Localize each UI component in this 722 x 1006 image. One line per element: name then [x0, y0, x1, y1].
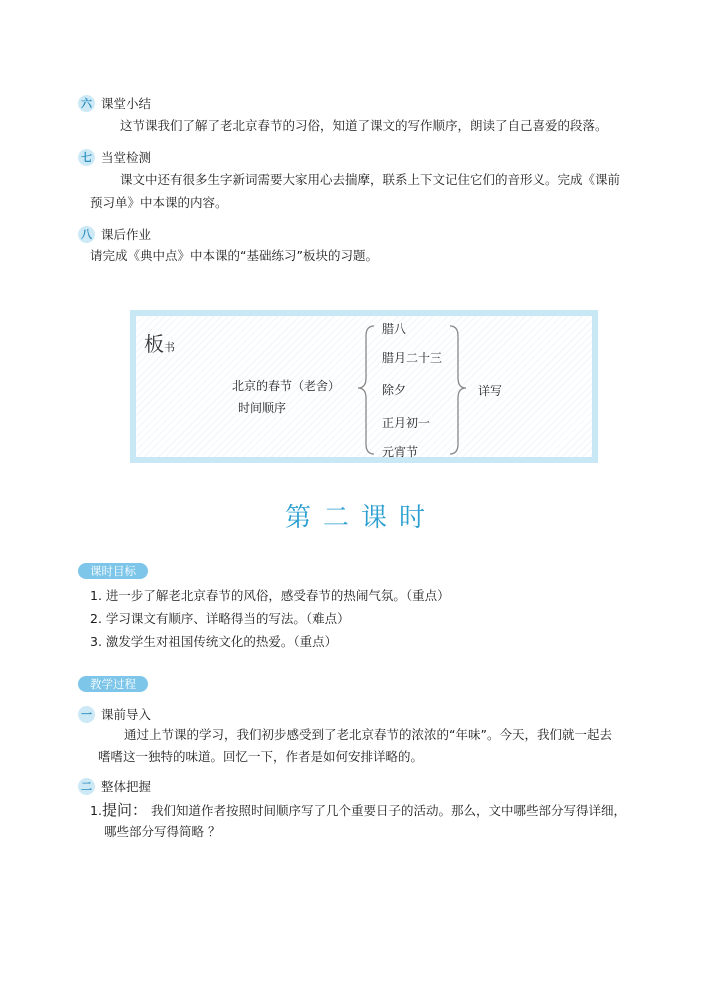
- board-title: 北京的春节（老舍）: [232, 379, 341, 393]
- board-item-4: 正月初一: [382, 416, 431, 430]
- process-1-text-line-2: 嗜嗜这一独特的味道。回忆一下，作者是如何安排详略的。: [98, 749, 424, 764]
- board-right-label: 详写: [478, 384, 503, 398]
- right-brace: [450, 326, 466, 454]
- section-7-text-line-1: 课文中还有很多生字新词需要大家用心去揣摩，联系上下文记住它们的音形义。完成《课前: [120, 172, 621, 187]
- board-item-3: 除夕: [382, 383, 407, 397]
- section-number-badge: 七: [78, 149, 95, 166]
- goal-item-3: 3. 激发学生对祖国传统文化的热爱。（重点）: [90, 634, 338, 649]
- section-number-badge: 一: [78, 706, 95, 723]
- blackboard-inner: [136, 316, 592, 457]
- section-number-badge: 八: [78, 226, 95, 243]
- section-number-badge: 六: [78, 95, 95, 112]
- left-brace: [358, 326, 374, 454]
- blackboard-design: [130, 310, 598, 463]
- lesson-title: 第二课时: [284, 503, 437, 533]
- process-2-header: [78, 777, 151, 795]
- goal-item-2: 2. 学习课文有顺序、详略得当的写法。（难点）: [90, 611, 350, 626]
- section-6-text: 这节课我们了解了老北京春节的习俗，知道了课文的写作顺序，朗读了自己喜爱的段落。: [120, 118, 608, 133]
- section-7-text-line-2: 预习单》中本课的内容。: [90, 195, 228, 210]
- board-item-1: 腊八: [382, 322, 407, 336]
- board-subtitle: 时间顺序: [238, 401, 287, 415]
- process-1-header: [78, 705, 151, 723]
- question-label: 提问：: [101, 801, 147, 819]
- board-braces: [136, 316, 592, 457]
- question-text: 我们知道作者按照时间顺序写了几个重要日子的活动。那么，文中哪些部分写得详细，: [150, 803, 626, 818]
- section-title: 整体把握: [101, 779, 152, 794]
- board-label-big: 板: [144, 332, 164, 356]
- process-pill: 教学过程: [78, 676, 148, 692]
- goal-item-1: 1. 进一步了解老北京春节的风俗，感受春节的热闹气氛。（重点）: [90, 588, 450, 603]
- section-8-header: [78, 225, 151, 243]
- section-7-header: [78, 148, 151, 166]
- question-number: 1.: [90, 803, 102, 818]
- section-title: 课堂小结: [101, 96, 152, 111]
- section-8-text: 请完成《典中点》中本课的“基础练习”板块的习题。: [90, 248, 378, 263]
- process-1-text-line-1: 通过上节课的学习，我们初步感受到了老北京春节的浓浓的“年味”。今天，我们就一起去: [124, 727, 612, 742]
- section-title: 课前导入: [101, 707, 152, 722]
- board-label-small: 书: [164, 341, 175, 354]
- section-title: 课后作业: [101, 227, 152, 242]
- board-item-2: 腊月二十三: [382, 351, 443, 365]
- section-number-badge: 二: [78, 778, 95, 795]
- section-title: 当堂检测: [101, 150, 152, 165]
- goals-pill: 课时目标: [78, 563, 148, 579]
- board-item-5: 元宵节: [382, 445, 419, 459]
- process-2-question-line-1: [90, 799, 626, 822]
- section-6-header: [78, 94, 151, 112]
- process-2-question-line-2: 哪些部分写得简略 ？: [104, 824, 221, 839]
